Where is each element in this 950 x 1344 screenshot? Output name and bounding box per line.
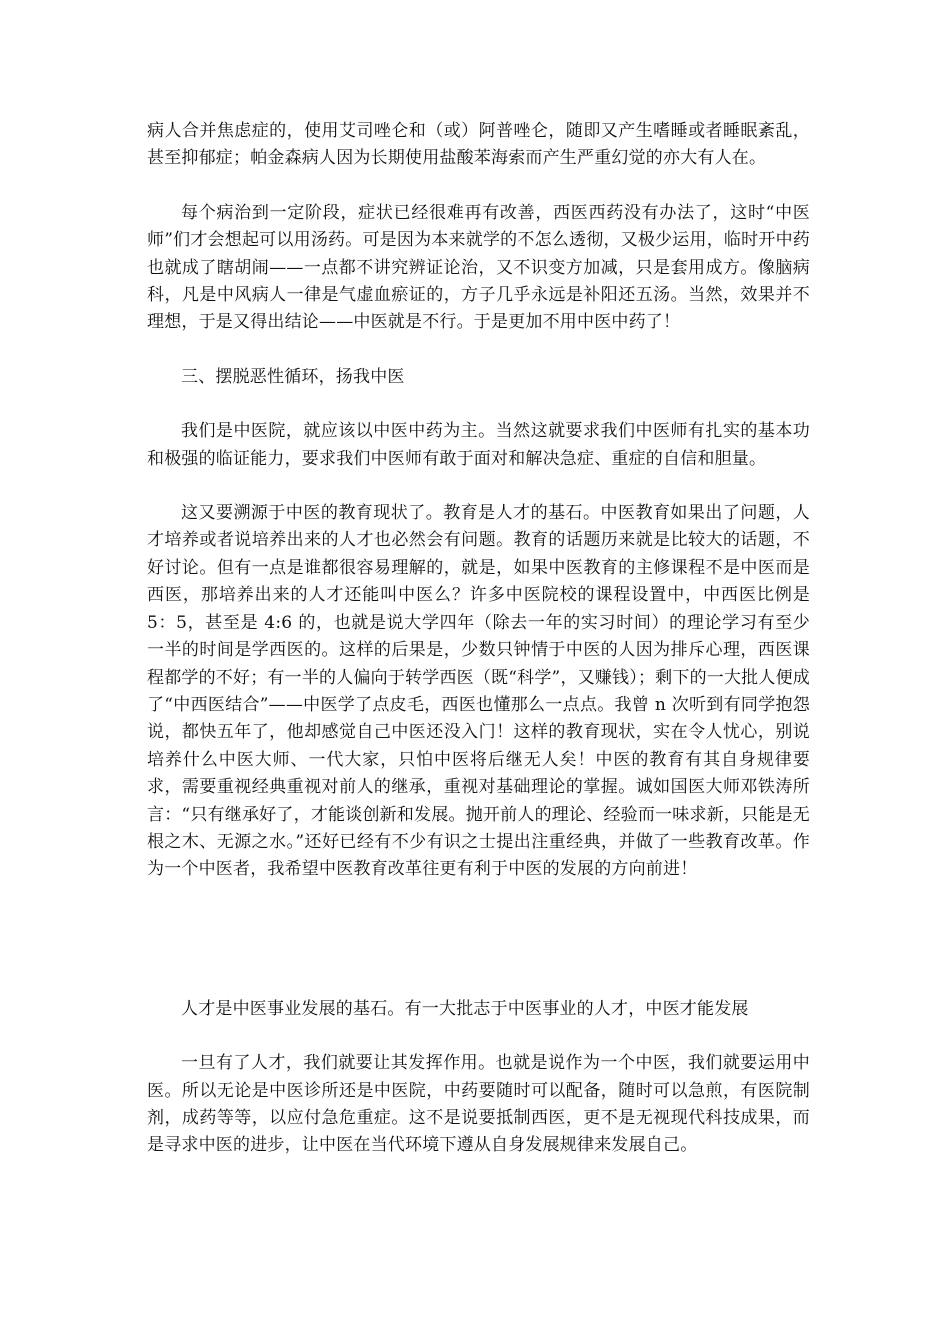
document-body — [147, 118, 810, 1160]
paragraph-talent-foundation: 人才是中医事业发展的基石。有一大批志于中医事业的人才，中医才能发展 — [181, 998, 749, 1019]
paragraph-anxiety-side-effects: 病人合并焦虑症的，使用艾司唑仑和（或）阿普唑仑，随即又产生嗜睡或者睡眠紊乱，甚至抑郁症；帕金森病人因为长期使用盐酸苯海索而产生严重幻觉的亦大有人在。 — [147, 121, 810, 169]
paragraph-western-medicine-limit: 每个病治到一定阶段，症状已经很难再有改善，西医西药没有办法了，这时“中医师”们才会想起可以用汤药。可是因为本来就学的不怎么透彻，又极少运用，临时开中药也就成了瞎胡闹——一点都不讲究辨证论治，又不识变方加减，只是套用成方。像脑病科，凡是中风病人一律是气虚血瘀证的，方子几乎永远是补阳还五汤。当然，效果并不理想，于是又得出结论——中医就是不行。于是更加不用中医中药了！ — [147, 202, 810, 333]
paragraph-education-status: 这又要溯源于中医的教育现状了。教育是人才的基石。中医教育如果出了问题，人才培养或者说培养出来的人才也必然会有问题。教育的话题历来就是比较大的话题，不好讨论。但有一点是谁都很容易理解的，就是，如果中医教育的主修课程不是中医而是西医，那培养出来的人才还能叫中医么？许多中医院校的课程设置中，中西医比例是 5：5，甚至是 4:6 的，也就是说大学四年（除去一年的实习时间）的理论学习有至少一半的时间是学西医的。这样的后果是，少数只钟情于中医的人因为排斥心理，西医课程都学的不好；有一半的人偏向于转学西医（既“科学”，又赚钱）；剩下的一大批人便成了“中西医结合”——中医学了点皮毛，西医也懂那么一点点。我曾 n 次听到有同学抱怨说，都快五年了，他却感觉自己中医还没入门！这样的教育现状，实在令人忧心，别说培养什么中医大师、一代大家，只怕中医将后继无人矣！中医的教育有其自身规律要求，需要重视经典重视对前人的继承，重视对基础理论的掌握。诚如国医大师邓铁涛所言：“只有继承好了，才能谈创新和发展。抛开前人的理论、经验而一味求新，只能是无根之木、无源之水。”还好已经有不少有识之士提出注重经典，并做了一些教育改革。作为一个中医者，我希望中医教育改革往更有利于中医的发展的方向前进！ — [147, 503, 810, 880]
section-heading: 三、摆脱恶性循环，扬我中医 — [181, 366, 405, 387]
paragraph-tcm-hospital: 我们是中医院，就应该以中医中药为主。当然这就要求我们中医师有扎实的基本功和极强的临证能力，要求我们中医师有敢于面对和解决急症、重症的自信和胆量。 — [147, 421, 810, 469]
paragraph-use-tcm: 一旦有了人才，我们就要让其发挥作用。也就是说作为一个中医，我们就要运用中医。所以无论是中医诊所还是中医院，中药要随时可以配备，随时可以急煎，有医院制剂，成药等等，以应付急危重症。这不是说要抵制西医，更不是无视现代科技成果，而是寻求中医的进步，让中医在当代环境下遵从自身发展规律来发展自己。 — [147, 1053, 810, 1156]
